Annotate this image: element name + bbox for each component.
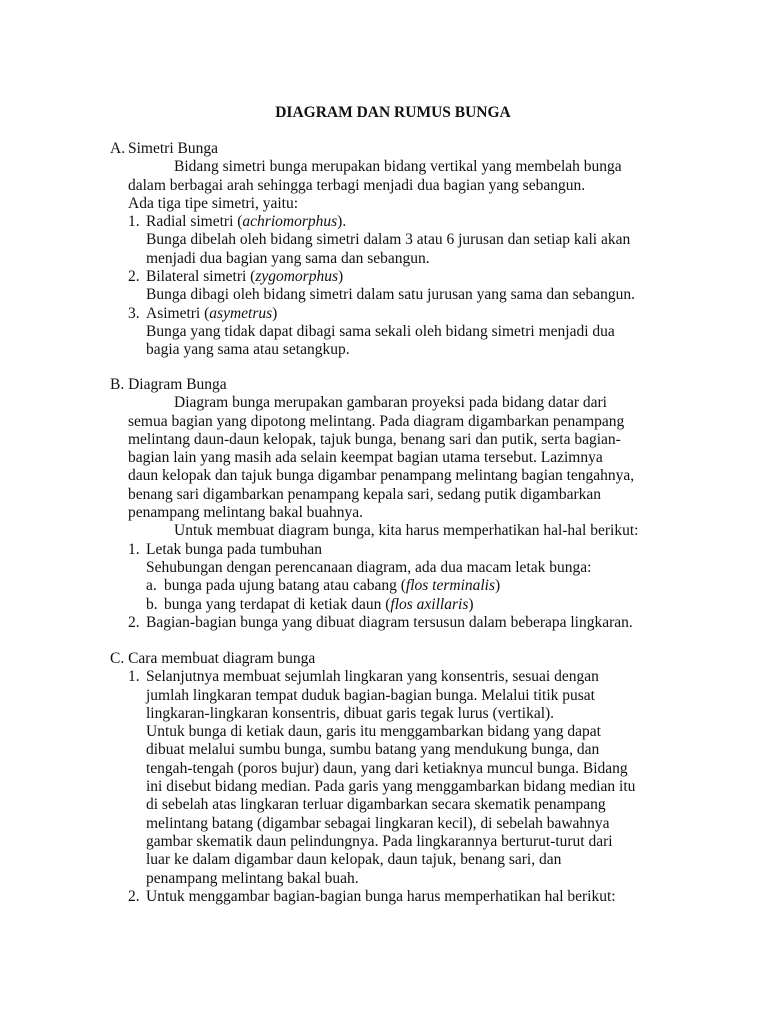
section-a-heading xyxy=(110,140,690,158)
list-item-desc: di sebelah atas lingkaran terluar digambarkan secara skematik penampang xyxy=(146,796,606,814)
list-item: 2. Bilateral simetri (zygomorphus) xyxy=(128,268,344,286)
document-title: DIAGRAM DAN RUMUS BUNGA xyxy=(275,104,511,121)
list-item-desc: gambar skematik daun pelindungnya. Pada lingkarannya berturut-turut dari xyxy=(146,832,613,850)
list-item-desc: menjadi dua bagian yang sama dan sebangun. xyxy=(146,249,430,267)
list-item: 1. Selanjutnya membuat sejumlah lingkaran yang konsentris, sesuai dengan xyxy=(128,668,599,686)
list-item-desc: ini disebut bidang median. Pada garis yang menggambarkan bidang median itu xyxy=(146,778,636,796)
list-item-desc: melintang batang (digambar sebagai lingkaran kecil), di sebelah bawahnya xyxy=(146,814,610,832)
list-item-desc: Untuk bunga di ketiak daun, garis itu menggambarkan bidang yang dapat xyxy=(146,723,601,741)
list-item-desc: Bunga dibelah oleh bidang simetri dalam 3 atau 6 jurusan dan setiap kali akan xyxy=(146,231,631,249)
paragraph-line: Diagram bunga merupakan gambaran proyeksi pada bidang datar dari xyxy=(174,394,607,412)
paragraph-line: Bidang simetri bunga merupakan bidang vertikal yang membelah bunga xyxy=(174,158,622,176)
sub-list-item: a. bunga pada ujung batang atau cabang (flos terminalis) xyxy=(146,577,501,595)
section-c-heading: C. Cara membuat diagram bunga xyxy=(110,650,316,667)
list-item: 2. Bagian-bagian bunga yang dibuat diagram tersusun dalam beberapa lingkaran. xyxy=(128,613,633,631)
list-item-desc: dibuat melalui sumbu bunga, sumbu batang yang mendukung bunga, dan xyxy=(146,741,600,759)
latin-term: flos axillaris xyxy=(390,595,469,613)
list-item-desc: bagia yang sama atau setangkup. xyxy=(146,341,350,359)
paragraph-line: daun kelopak dan tajuk bunga digambar penampang melintang bagian tengahnya, xyxy=(128,467,635,485)
list-item-desc: lingkaran-lingkaran konsentris, dibuat garis tegak lurus (vertikal). xyxy=(146,704,555,722)
paragraph-line: penampang melintang bakal buahnya. xyxy=(128,504,364,522)
paragraph-line: dalam berbagai arah sehingga terbagi menjadi dua bagian yang sebangun. xyxy=(128,176,586,194)
list-item-desc: Bunga dibagi oleh bidang simetri dalam satu jurusan yang sama dan sebangun. xyxy=(146,286,635,304)
list-item-desc: jumlah lingkaran tempat duduk bagian-bagian bunga. Melalui titik pusat xyxy=(146,686,595,704)
latin-term: zygomorphus xyxy=(255,268,338,286)
latin-term: achriomorphus xyxy=(242,213,338,231)
latin-term: asymetrus xyxy=(209,304,273,322)
section-a xyxy=(110,140,690,360)
section-c xyxy=(110,650,690,906)
paragraph-line: Untuk membuat diagram bunga, kita harus memperhatikan hal-hal berikut: xyxy=(174,522,639,540)
sub-list-item: b. bunga yang terdapat di ketiak daun (flos axillaris) xyxy=(146,595,474,613)
section-a-label: A. xyxy=(110,140,126,157)
paragraph-line: semua bagian yang dipotong melintang. Pada diagram digambarkan penampang xyxy=(128,412,625,430)
paragraph-line: melintang daun-daun kelopak, tajuk bunga, benang sari dan putik, serta bagian- xyxy=(128,430,621,448)
section-b xyxy=(110,376,690,632)
list-item-desc: tengah-tengah (poros bujur) daun, yang dari ketiaknya muncul bunga. Bidang xyxy=(146,759,628,777)
paragraph-line: benang sari digambarkan penampang kepala sari, sedang putik digambarkan xyxy=(128,485,602,503)
list-item-desc: Sehubungan dengan perencanaan diagram, ada dua macam letak bunga: xyxy=(146,558,592,576)
list-item-desc: luar ke dalam digambar daun kelopak, daun tajuk, benang sari, dan xyxy=(146,851,562,869)
latin-term: flos terminalis xyxy=(405,577,496,595)
list-item: 3. Asimetri (asymetrus) xyxy=(128,304,278,322)
list-item: 1. Radial simetri (achriomorphus). xyxy=(128,213,347,231)
list-item: 1. Letak bunga pada tumbuhan xyxy=(128,540,323,558)
list-item: 2. Untuk menggambar bagian-bagian bunga harus memperhatikan hal berikut: xyxy=(128,887,616,905)
section-a-title: Simetri Bunga xyxy=(128,140,218,157)
list-item-desc: penampang melintang bakal buah. xyxy=(146,869,359,887)
list-item-desc: Bunga yang tidak dapat dibagi sama sekali oleh bidang simetri menjadi dua xyxy=(146,322,615,340)
paragraph-line: Ada tiga tipe simetri, yaitu: xyxy=(128,194,299,212)
paragraph-line: bagian lain yang masih ada selain keempat bagian utama tersebut. Lazimnya xyxy=(128,449,603,467)
section-b-heading: B. Diagram Bunga xyxy=(110,376,227,393)
